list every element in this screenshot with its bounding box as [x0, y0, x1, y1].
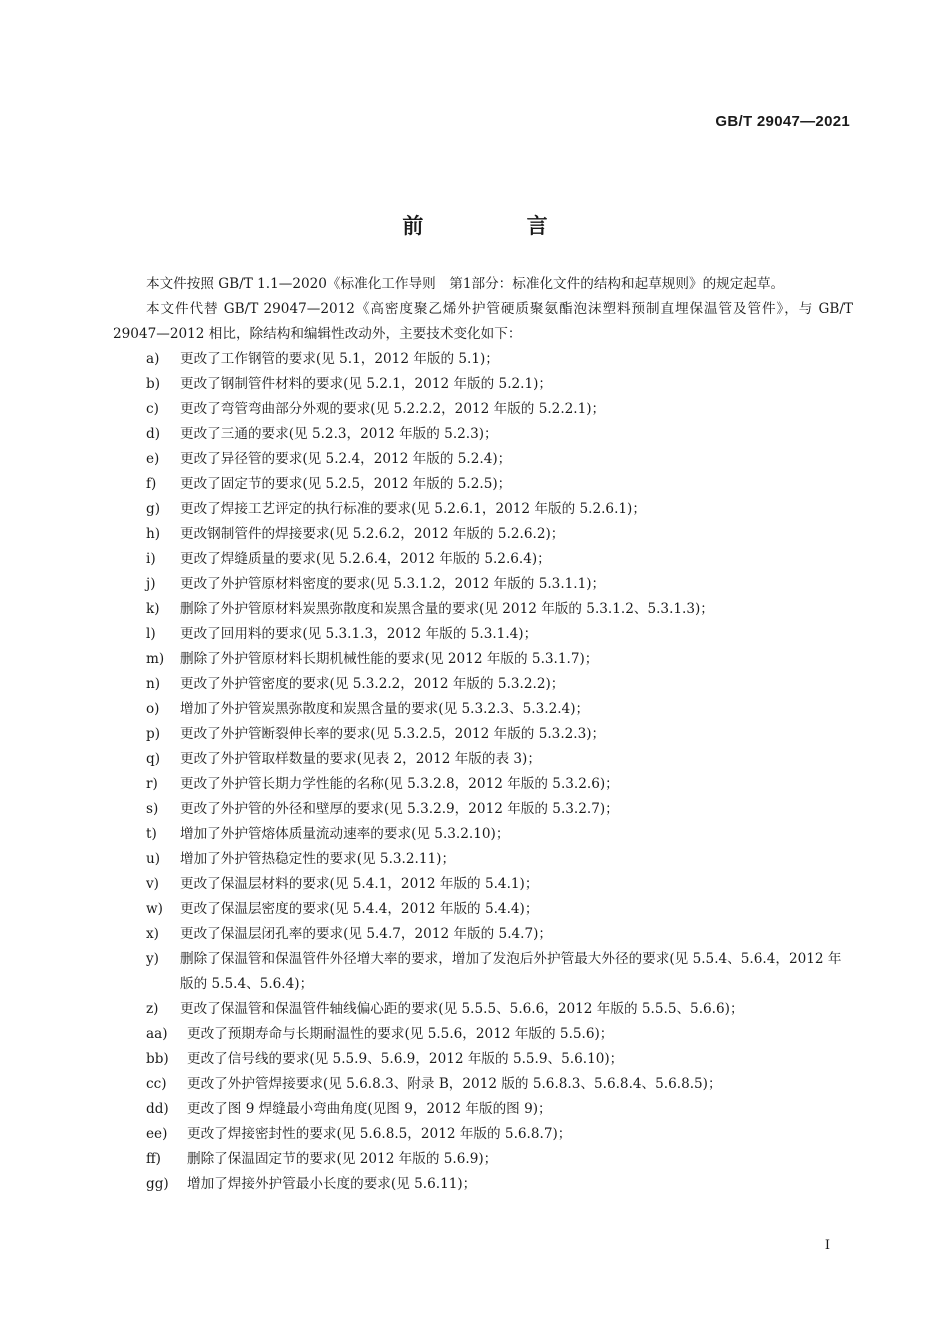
- list-item-text: 更改了焊接密封性的要求(见 5.6.8.5，2012 年版的 5.6.8.7)；: [187, 1126, 572, 1142]
- list-item-text: 更改了保温层材料的要求(见 5.4.1，2012 年版的 5.4.1)；: [180, 876, 539, 892]
- list-item-label: h): [146, 526, 161, 542]
- list-item: [113, 1072, 853, 1097]
- list-item-text: 更改了外护管焊接要求(见 5.6.8.3、附录 B，2012 版的 5.6.8.3、5.6.8.4、5.6.8.5)；: [187, 1076, 722, 1092]
- list-item: [113, 472, 853, 497]
- list-item: [113, 547, 853, 572]
- list-item-text: 更改了工作钢管的要求(见 5.1，2012 年版的 5.1)；: [180, 351, 499, 367]
- list-item-label: v): [146, 876, 159, 892]
- list-item-text: 删除了保温管和保温管件外径增大率的要求，增加了发泡后外护管最大外径的要求(见 5.5.4、5.6.4，2012 年版的 5.5.4、5.6.4)；: [180, 951, 842, 992]
- list-item-text: 删除了外护管原材料炭黑弥散度和炭黑含量的要求(见 2012 年版的 5.3.1.2、5.3.1.3)；: [180, 601, 714, 617]
- list-item-text: 删除了保温固定节的要求(见 2012 年版的 5.6.9)；: [187, 1151, 498, 1167]
- list-item-text: 更改了保温层密度的要求(见 5.4.4，2012 年版的 5.4.4)；: [180, 901, 539, 917]
- list-item: [113, 1172, 853, 1197]
- list-item-label: bb): [146, 1051, 169, 1067]
- list-item-label: d): [146, 426, 161, 442]
- list-item-label: gg): [146, 1176, 169, 1192]
- list-item-label: n): [146, 676, 161, 692]
- list-item-text: 更改了异径管的要求(见 5.2.4，2012 年版的 5.2.4)；: [180, 451, 512, 467]
- list-item: [113, 1122, 853, 1147]
- list-item-text: 更改了图 9 焊缝最小弯曲角度(见图 9，2012 年版的图 9)；: [187, 1101, 552, 1117]
- list-item-text: 更改了外护管取样数量的要求(见表 2，2012 年版的表 3)；: [180, 751, 541, 767]
- paragraph-drafting-basis: 本文件按照 GB/T 1.1—2020《标准化工作导则 第1部分：标准化文件的结构和起草规则》的规定起草。: [146, 276, 785, 292]
- list-item-text: 更改了预期寿命与长期耐温性的要求(见 5.5.6，2012 年版的 5.5.6)；: [187, 1026, 614, 1042]
- list-item-label: w): [146, 901, 163, 917]
- list-item-text: 更改了三通的要求(见 5.2.3，2012 年版的 5.2.3)；: [180, 426, 498, 442]
- list-item-label: o): [146, 701, 160, 717]
- standard-code: GB/T 29047—2021: [715, 113, 850, 130]
- list-item: [113, 597, 853, 622]
- list-item-label: ff): [146, 1151, 161, 1167]
- list-item: [113, 497, 853, 522]
- list-item-label: t): [146, 826, 157, 842]
- list-item-text: 更改了信号线的要求(见 5.5.9、5.6.9，2012 年版的 5.5.9、5.6.10)；: [187, 1051, 624, 1067]
- list-item-label: m): [146, 651, 165, 667]
- list-item-text: 更改了固定节的要求(见 5.2.5，2012 年版的 5.2.5)；: [180, 476, 512, 492]
- list-item-label: g): [146, 501, 161, 517]
- list-item: [113, 1097, 853, 1122]
- list-item: [113, 422, 853, 447]
- list-item: [113, 622, 853, 647]
- list-item-label: f): [146, 476, 157, 492]
- list-item: [113, 747, 853, 772]
- list-item-label: i): [146, 551, 156, 567]
- list-item-label: l): [146, 626, 156, 642]
- list-item-text: 增加了焊接外护管最小长度的要求(见 5.6.11)；: [187, 1176, 477, 1192]
- list-item-text: 增加了外护管热稳定性的要求(见 5.3.2.11)；: [180, 851, 456, 867]
- list-item-label: s): [146, 801, 159, 817]
- list-item: [113, 447, 853, 472]
- list-item-label: e): [146, 451, 160, 467]
- list-item-label: p): [146, 726, 161, 742]
- list-item-label: aa): [146, 1026, 168, 1042]
- list-item: [113, 922, 853, 947]
- list-item-label: y): [146, 951, 159, 967]
- list-item-label: q): [146, 751, 161, 767]
- list-item: [113, 847, 853, 872]
- list-item-label: r): [146, 776, 158, 792]
- list-item-text: 更改了焊接工艺评定的执行标准的要求(见 5.2.6.1，2012 年版的 5.2.6.1)；: [180, 501, 646, 517]
- list-item-label: cc): [146, 1076, 167, 1092]
- list-item-text: 增加了外护管熔体质量流动速率的要求(见 5.3.2.10)；: [180, 826, 510, 842]
- list-item-label: b): [146, 376, 161, 392]
- list-item: [113, 397, 853, 422]
- list-item-label: u): [146, 851, 161, 867]
- list-item-label: a): [146, 351, 160, 367]
- page-number: I: [824, 1238, 830, 1253]
- list-item-label: k): [146, 601, 160, 617]
- list-item: [113, 372, 853, 397]
- list-item: [113, 672, 853, 697]
- list-item-text: 更改了焊缝质量的要求(见 5.2.6.4，2012 年版的 5.2.6.4)；: [180, 551, 551, 567]
- list-item-label: z): [146, 1001, 159, 1017]
- list-item-text: 更改了保温管和保温管件轴线偏心距的要求(见 5.5.5、5.6.6，2012 年版的 5.5.5、5.6.6)；: [180, 1001, 744, 1017]
- list-item-text: 删除了外护管原材料长期机械性能的要求(见 2012 年版的 5.3.1.7)；: [180, 651, 599, 667]
- list-item: [113, 722, 853, 747]
- list-item: [113, 797, 853, 822]
- list-item: [113, 947, 853, 997]
- list-item: [113, 772, 853, 797]
- list-item: [113, 997, 853, 1022]
- list-item-text: 更改了外护管长期力学性能的名称(见 5.3.2.8，2012 年版的 5.3.2.6)；: [180, 776, 619, 792]
- list-item-label: c): [146, 401, 159, 417]
- list-item: [113, 1022, 853, 1047]
- technical-changes-list: [113, 347, 853, 1197]
- list-item: [113, 347, 853, 372]
- list-item: [113, 697, 853, 722]
- list-item: [113, 872, 853, 897]
- list-item-label: dd): [146, 1101, 169, 1117]
- paragraph-replacement-note: 本文件代替 GB/T 29047—2012《高密度聚乙烯外护管硬质聚氨酯泡沫塑料预制直埋保温管及管件》，与 GB/T 29047—2012 相比，除结构和编辑性改动外，主要技术变化如下：: [113, 301, 853, 342]
- list-item-text: 增加了外护管炭黑弥散度和炭黑含量的要求(见 5.3.2.3、5.3.2.4)；: [180, 701, 590, 717]
- list-item-text: 更改钢制管件的焊接要求(见 5.2.6.2，2012 年版的 5.2.6.2)；: [180, 526, 565, 542]
- list-item: [113, 647, 853, 672]
- page-title: 前 言: [402, 214, 596, 239]
- list-item-label: ee): [146, 1126, 168, 1142]
- list-item: [113, 572, 853, 597]
- list-item-text: 更改了外护管断裂伸长率的要求(见 5.3.2.5，2012 年版的 5.3.2.3)；: [180, 726, 606, 742]
- list-item-text: 更改了回用料的要求(见 5.3.1.3，2012 年版的 5.3.1.4)；: [180, 626, 538, 642]
- list-item-label: j): [146, 576, 156, 592]
- list-item-text: 更改了弯管弯曲部分外观的要求(见 5.2.2.2，2012 年版的 5.2.2.1)；: [180, 401, 606, 417]
- list-item: [113, 897, 853, 922]
- list-item-label: x): [146, 926, 159, 942]
- list-item-text: 更改了外护管的外径和壁厚的要求(见 5.3.2.9，2012 年版的 5.3.2.7)；: [180, 801, 619, 817]
- list-item: [113, 1047, 853, 1072]
- document-body: [113, 272, 853, 1197]
- list-item-text: 更改了钢制管件材料的要求(见 5.2.1，2012 年版的 5.2.1)；: [180, 376, 553, 392]
- list-item: [113, 822, 853, 847]
- list-item-text: 更改了外护管密度的要求(见 5.3.2.2，2012 年版的 5.3.2.2)；: [180, 676, 565, 692]
- list-item: [113, 1147, 853, 1172]
- list-item: [113, 522, 853, 547]
- list-item-text: 更改了外护管原材料密度的要求(见 5.3.1.2，2012 年版的 5.3.1.1)；: [180, 576, 606, 592]
- list-item-text: 更改了保温层闭孔率的要求(见 5.4.7，2012 年版的 5.4.7)；: [180, 926, 553, 942]
